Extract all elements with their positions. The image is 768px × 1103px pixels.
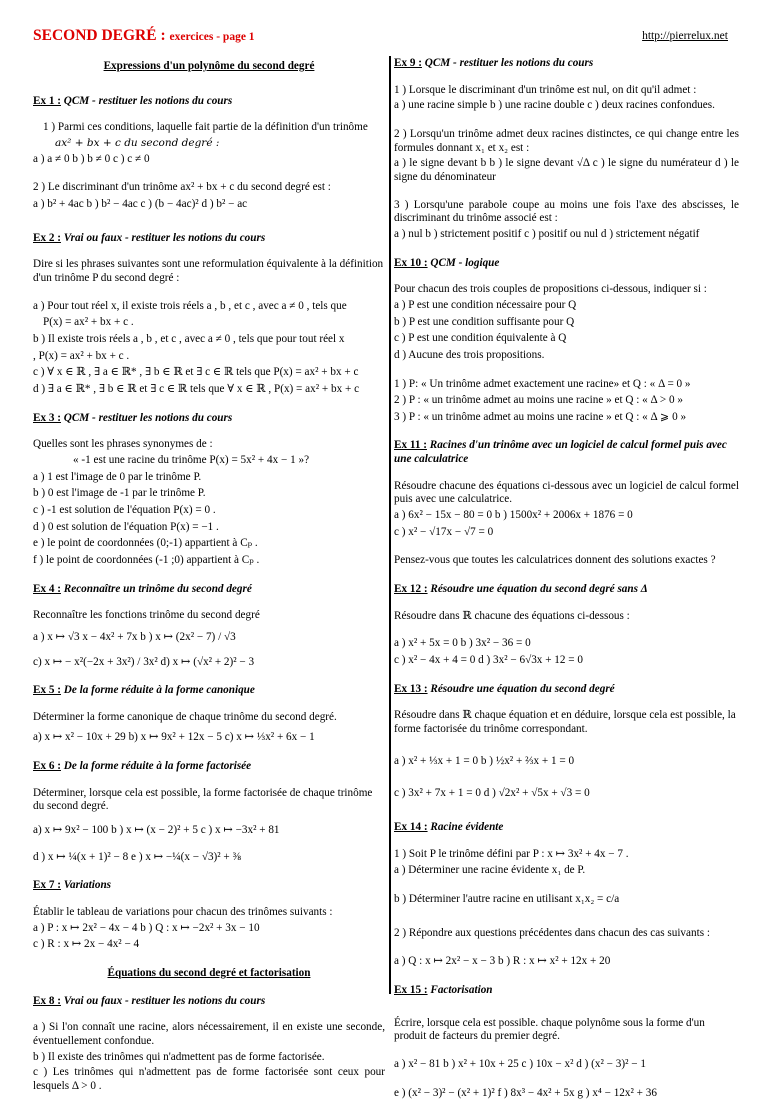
ex9-q3: 3 ) Lorsqu'une parabole coupe au moins une fois l'axe des abscisses, le discriminant du trinôme associé est : [394,198,739,225]
exercise-title: QCM - restituer les notions du cours [63,411,233,424]
ex11-ab: a ) 6x² − 15x − 80 = 0 b ) 1500x² + 2006x + 1876 = 0 [394,509,633,522]
ex13-intro: Résoudre dans ℝ chaque équation et en déduire, lorsque cela est possible, la forme factorisée du trinôme correspondant. [394,709,736,735]
ex10-d: d ) Aucune des trois propositions. [394,348,545,361]
ex3-c: c ) -1 est solution de l'équation P(x) = 0 . [33,503,216,516]
exercise-11-heading [394,439,739,466]
ex2-d: d ) ∃ a ∈ ℝ* , ∃ b ∈ ℝ et ∃ c ∈ ℝ tels que ∀ x ∈ ℝ , P(x) = ax² + bx + c [33,382,360,395]
ex2-a: a ) Pour tout réel x, il existe trois réels a , b , et c , avec a ≠ 0 , tels que [33,299,347,312]
ex3-intro: Quelles sont les phrases synonymes de : [33,438,213,451]
ex14-q1: 1 ) Soit P le trinôme défini par P : x ↦ 3x² + 4x − 7 . [394,847,629,860]
ex9-q1-choices: a ) une racine simple b ) une racine double c ) deux racines confondues. [394,99,715,112]
ex13-cd: c ) 3x² + 7x + 1 = 0 d ) √2x² + √5x + √3 = 0 [394,787,590,800]
exercise-title: Résoudre une équation du second degré [430,682,615,695]
ex10-p1: 1 ) P: « Un trinôme admet exactement une racine» et Q : « Δ = 0 » [394,377,691,390]
ex2-a-formula: P(x) = ax² + bx + c . [43,316,134,329]
exercise-15-heading [394,984,739,998]
ex6-abc: a) x ↦ 9x² − 100 b ) x ↦ (x − 2)² + 5 c ) x ↦ −3x² + 81 [33,824,280,837]
ex6-intro: Déterminer, lorsque cela est possible, la forme factorisée de chaque trinôme du second degré. [33,786,373,813]
ex10-p3: 3 ) P : « un trinôme admet au moins une racine » et Q : « Δ ⩾ 0 » [394,410,687,423]
ex11-c: c ) x² − √17x − √7 = 0 [394,525,494,538]
ex3-a: a ) 1 est l'image de 0 par le trinôme P. [33,470,202,483]
ex15-abcd: a ) x² − 81 b ) x² + 10x + 25 c ) 10x − x² d ) (x² − 3)² − 1 [394,1057,646,1070]
ex1-q1-choices: a ) a ≠ 0 b ) b ≠ 0 c ) c ≠ 0 [33,152,150,165]
exercise-title: Factorisation [430,983,493,996]
exercise-6-heading [33,760,385,774]
left-column [33,60,385,1096]
ex2-b-formula: , P(x) = ax² + bx + c . [33,349,130,362]
exercise-number: Ex 8 : [33,994,61,1007]
exercise-1-heading [33,95,385,109]
ex14-q1b: b ) Déterminer l'autre racine en utilisant x₁x₂ = c/a [394,892,620,905]
exercise-3-heading [33,412,385,426]
ex1-q1: 1 ) Parmi ces conditions, laquelle fait partie de la définition d'un trinôme [43,121,368,134]
ex11-question: Pensez-vous que toutes les calculatrices donnent des solutions exactes ? [394,554,716,567]
ex12-cd: c ) x² − 4x + 4 = 0 d ) 3x² − 6√3x + 12 = 0 [394,654,583,667]
ex12-ab: a ) x² + 5x = 0 b ) 3x² − 36 = 0 [394,637,531,650]
ex15-intro: Écrire, lorsque cela est possible. chaque polynôme sous la forme d'un produit de facteurs du premier degré. [394,1016,705,1043]
ex5-intro: Déterminer la forme canonique de chaque trinôme du second degré. [33,710,337,723]
site-link[interactable]: http://pierrelux.net [642,30,728,42]
ex2-intro: Dire si les phrases suivantes sont une reformulation équivalente à la définition d'un trinôme P du second degré : [33,258,384,285]
exercise-title: QCM - logique [430,256,500,269]
ex1-q1-expression: ax² + bx + c du second degré : [55,136,220,149]
ex3-d: d ) 0 est solution de l'équation P(x) = −1 . [33,520,219,533]
exercise-number: Ex 1 : [33,94,61,107]
ex5-abc: a) x ↦ x² − 10x + 29 b) x ↦ 9x² + 12x − 5 c) x ↦ ⅓x² + 6x − 1 [33,731,315,744]
exercise-10-heading [394,257,739,271]
ex14-q2a: a ) Q : x ↦ 2x² − x − 3 b ) R : x ↦ x² + 12x + 20 [394,955,611,968]
exercise-14-heading [394,821,739,835]
ex1-q2: 2 ) Le discriminant d'un trinôme ax² + bx + c du second degré est : [33,181,331,194]
ex2-c: c ) ∀ x ∈ ℝ , ∃ a ∈ ℝ* , ∃ b ∈ ℝ et ∃ c ∈ ℝ tels que P(x) = ax² + bx + c [33,366,359,379]
ex11-intro: Résoudre chacune des équations ci-dessous avec un logiciel de calcul formel puis avec une calculatrice. [394,479,739,506]
ex4-cd: c) x ↦ − x²(−2x + 3x²) / 3x² d) x ↦ (√x² + 2)² − 3 [33,655,255,668]
ex8-a: a ) Si l'on connaît une racine, alors nécessairement, il en existe une seconde, éventuellement confondue. [33,1021,385,1048]
exercise-title: Racines d'un trinôme avec un logiciel de calcul formel puis avec une calculatrice [394,439,727,466]
ex7-c: c ) R : x ↦ 2x − 4x² − 4 [33,938,140,951]
exercise-title: Vrai ou faux - restituer les notions du cours [63,231,266,244]
ex10-b: b ) P est une condition suffisante pour Q [394,315,575,328]
ex3-quote: « -1 est une racine du trinôme P(x) = 5x² + 4x − 1 »? [73,453,310,466]
ex2-b: b ) Il existe trois réels a , b , et c , avec a ≠ 0 , tels que pour tout réel x [33,333,345,346]
exercise-title: Résoudre une équation du second degré sans Δ [430,583,648,596]
ex8-b: b ) Il existe des trinômes qui n'admettent pas de forme factorisée. [33,1050,325,1063]
exercise-title: Reconnaître un trinôme du second degré [63,582,252,595]
exercise-number: Ex 2 : [33,231,61,244]
exercise-number: Ex 9 : [394,57,422,69]
exercise-title: QCM - restituer les notions du cours [424,57,594,69]
ex9-q2: 2 ) Lorsqu'un trinôme admet deux racines distinctes, ce qui change entre les formules donnant x₁ et x₂ est : [394,127,739,154]
ex1-q2-choices: a ) b² + 4ac b ) b² − 4ac c ) (b − 4ac)² d ) b² − ac [33,198,248,211]
exercise-number: Ex 14 : [394,820,428,833]
ex6-de: d ) x ↦ ¼(x + 1)² − 8 e ) x ↦ −¼(x − √3)² + ⅜ [33,850,241,863]
exercise-title: De la forme réduite à la forme factorisée [63,760,252,773]
ex10-c: c ) P est une condition équivalente à Q [394,332,567,345]
exercise-number: Ex 5 : [33,684,61,697]
ex10-intro: Pour chacun des trois couples de propositions ci-dessous, indiquer si : [394,283,707,296]
ex7-ab: a ) P : x ↦ 2x² − 4x − 4 b ) Q : x ↦ −2x² + 3x − 10 [33,921,260,934]
exercise-title: Variations [63,879,112,892]
exercise-9-heading [394,57,739,71]
exercise-number: Ex 15 : [394,983,428,996]
exercise-number: Ex 3 : [33,411,61,424]
ex3-b: b ) 0 est l'image de -1 par le trinôme P. [33,487,206,500]
exercise-2-heading [33,232,385,246]
ex4-ab: a ) x ↦ √3 x − 4x² + 7x b ) x ↦ (2x² − 7) / √3 [33,630,236,643]
ex9-q3-choices: a ) nul b ) strictement positif c ) positif ou nul d ) strictement négatif [394,227,700,240]
ex9-q1: 1 ) Lorsque le discriminant d'un trinôme est nul, on dit qu'il admet : [394,83,697,96]
ex8-c: c ) Les trinômes qui n'admettent pas de forme factorisée sont ceux pour lesquels Δ > 0 . [33,1066,385,1092]
ex4-intro: Reconnaître les fonctions trinôme du second degré [33,609,260,622]
exercise-number: Ex 12 : [394,583,428,596]
ex15-efg: e ) (x² − 3)² − (x² + 1)² f ) 8x³ − 4x² + 5x g ) x⁴ − 12x² + 36 [394,1086,657,1099]
ex12-intro: Résoudre dans ℝ chacune des équations ci-dessous : [394,609,630,622]
ex3-f: f ) le point de coordonnées (-1 ;0) appartient à Cₚ . [33,553,260,566]
exercise-number: Ex 6 : [33,760,61,773]
ex10-p2: 2 ) P : « un trinôme admet au moins une racine » et Q : « Δ > 0 » [394,394,683,407]
exercise-4-heading [33,583,385,597]
exercise-title: Racine évidente [430,820,504,833]
exercise-7-heading [33,879,385,893]
column-divider [389,56,391,994]
section-heading-equations: Équations du second degré et factorisation [107,967,311,980]
ex13-ab: a ) x² + ⅓x + 1 = 0 b ) ½x² + ⅔x + 1 = 0 [394,754,575,767]
title-main: SECOND DEGRÉ : [33,27,166,44]
ex14-q1a: a ) Déterminer une racine évidente x₁ de P. [394,864,586,877]
exercise-5-heading [33,684,385,698]
exercise-number: Ex 4 : [33,582,61,595]
exercise-13-heading [394,683,739,697]
ex14-q2: 2 ) Répondre aux questions précédentes dans chacun des cas suivants : [394,926,710,939]
exercise-number: Ex 11 : [394,439,427,452]
exercise-title: QCM - restituer les notions du cours [63,94,233,107]
exercise-8-heading [33,995,385,1009]
ex10-a: a ) P est une condition nécessaire pour Q [394,298,577,311]
page-title [33,27,255,46]
ex3-e: e ) le point de coordonnées (0;-1) appartient à Cₚ . [33,537,258,550]
ex7-intro: Établir le tableau de variations pour chacun des trinômes suivants : [33,906,333,919]
exercise-title: De la forme réduite à la forme canonique [63,684,255,697]
exercise-number: Ex 7 : [33,879,61,892]
ex9-q2-choices: a ) le signe devant b b ) le signe devant √Δ c ) le signe du numérateur d ) le signe du dénominateur [394,157,739,183]
right-column [394,57,739,1103]
exercise-number: Ex 10 : [394,256,428,269]
section-heading-expressions: Expressions d'un polynôme du second degré [103,60,315,72]
exercise-title: Vrai ou faux - restituer les notions du cours [63,994,266,1007]
exercise-12-heading [394,583,739,597]
title-subtitle: exercices - page 1 [169,31,255,43]
exercise-number: Ex 13 : [394,682,428,695]
